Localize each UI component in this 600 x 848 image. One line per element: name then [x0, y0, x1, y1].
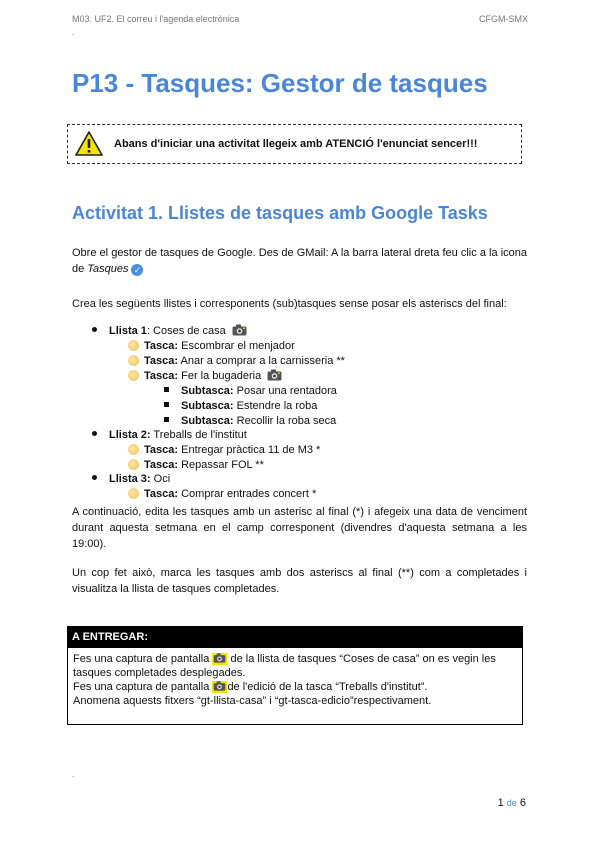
list-item: Llista 3: Oci [92, 472, 170, 486]
intro-italic: Tasques [87, 263, 129, 275]
lightbulb-icon [128, 444, 139, 455]
paragraph-edit-tasks: A continuació, edita les tasques amb un asterisc al final (*) i afegeix una data de venciment durant aquesta setmana en el camp corresponent (divendres d'aquesta setmana a les 19:00). [72, 506, 527, 550]
paragraph-complete-tasks: Un cop fet això, marca les tasques amb dos asteriscs al final (**) com a completades i visualitza la llista de tasques completades. [72, 567, 527, 595]
list-item: Llista 2: Treballs de l'institut [92, 428, 247, 442]
lightbulb-icon [128, 355, 139, 366]
lightbulb-icon [128, 459, 139, 470]
top-mark: - [72, 30, 75, 39]
camera-icon [267, 369, 282, 381]
camera-icon [212, 681, 227, 693]
deliver-box [67, 626, 523, 725]
intro-paragraph [72, 245, 527, 277]
bullet-icon [92, 431, 97, 436]
warning-box [67, 124, 522, 164]
warning-triangle-icon [74, 130, 104, 158]
list-item: Subtasca: Estendre la roba [164, 399, 317, 413]
list-item: Subtasca: Posar una rentadora [164, 384, 337, 398]
lightbulb-icon [128, 370, 139, 381]
list-item: Tasca: Repassar FOL ** [128, 458, 264, 472]
header-right: CFGM-SMX [479, 14, 528, 24]
instruction-paragraph: Crea les següents llistes i corresponents (sub)tasques sense posar els asteriscs del final: [72, 298, 507, 310]
square-bullet-icon [164, 402, 169, 407]
deliver-body [67, 648, 523, 725]
list-item: Tasca: Anar a comprar a la carnisseria ** [128, 354, 345, 368]
page-number: 1 de 6 [497, 797, 526, 809]
list-item: Tasca: Comprar entrades concert * [128, 487, 316, 501]
bullet-icon [92, 327, 97, 332]
list-item: Tasca: Escombrar el menjador [128, 339, 295, 353]
deliver-line-2: Fes una captura de pantalla de l'edició de la tasca “Treballs d'institut”. [73, 681, 428, 693]
header-left: M03. UF2. El correu i l'agenda electrònica [72, 14, 240, 24]
deliver-line-3: Anomena aquests fitxers “gt-llista-casa” i “gt-tasca-edicio”respectivament. [73, 695, 432, 707]
lightbulb-icon [128, 340, 139, 351]
check-icon: ✓ [131, 264, 143, 276]
deliver-line-1: Fes una captura de pantalla de la llista de tasques “Coses de casa” on es vegin les tasques completades desplegades. [73, 653, 496, 679]
lightbulb-icon [128, 488, 139, 499]
page-title: P13 - Tasques: Gestor de tasques [72, 68, 488, 98]
camera-icon [212, 653, 227, 665]
list-item: Subtasca: Recollir la roba seca [164, 414, 336, 428]
bottom-mark: - [72, 772, 75, 781]
deliver-title: A ENTREGAR: [67, 626, 523, 648]
list-item: Tasca: Entregar pràctica 11 de M3 * [128, 443, 320, 457]
camera-icon [232, 324, 247, 336]
intro-text: Obre el gestor de tasques de Google. Des de GMail: A la barra lateral dreta feu clic a la icona de [72, 247, 527, 275]
list-item: Llista 1: Coses de casa [92, 324, 247, 338]
square-bullet-icon [164, 387, 169, 392]
warning-text: Abans d'iniciar una activitat llegeix amb ATENCIÓ l'enunciat sencer!!! [114, 138, 478, 150]
activity-title: Activitat 1. Llistes de tasques amb Google Tasks [72, 203, 488, 223]
list-item: Tasca: Fer la bugaderia [128, 369, 282, 383]
square-bullet-icon [164, 417, 169, 422]
bullet-icon [92, 475, 97, 480]
